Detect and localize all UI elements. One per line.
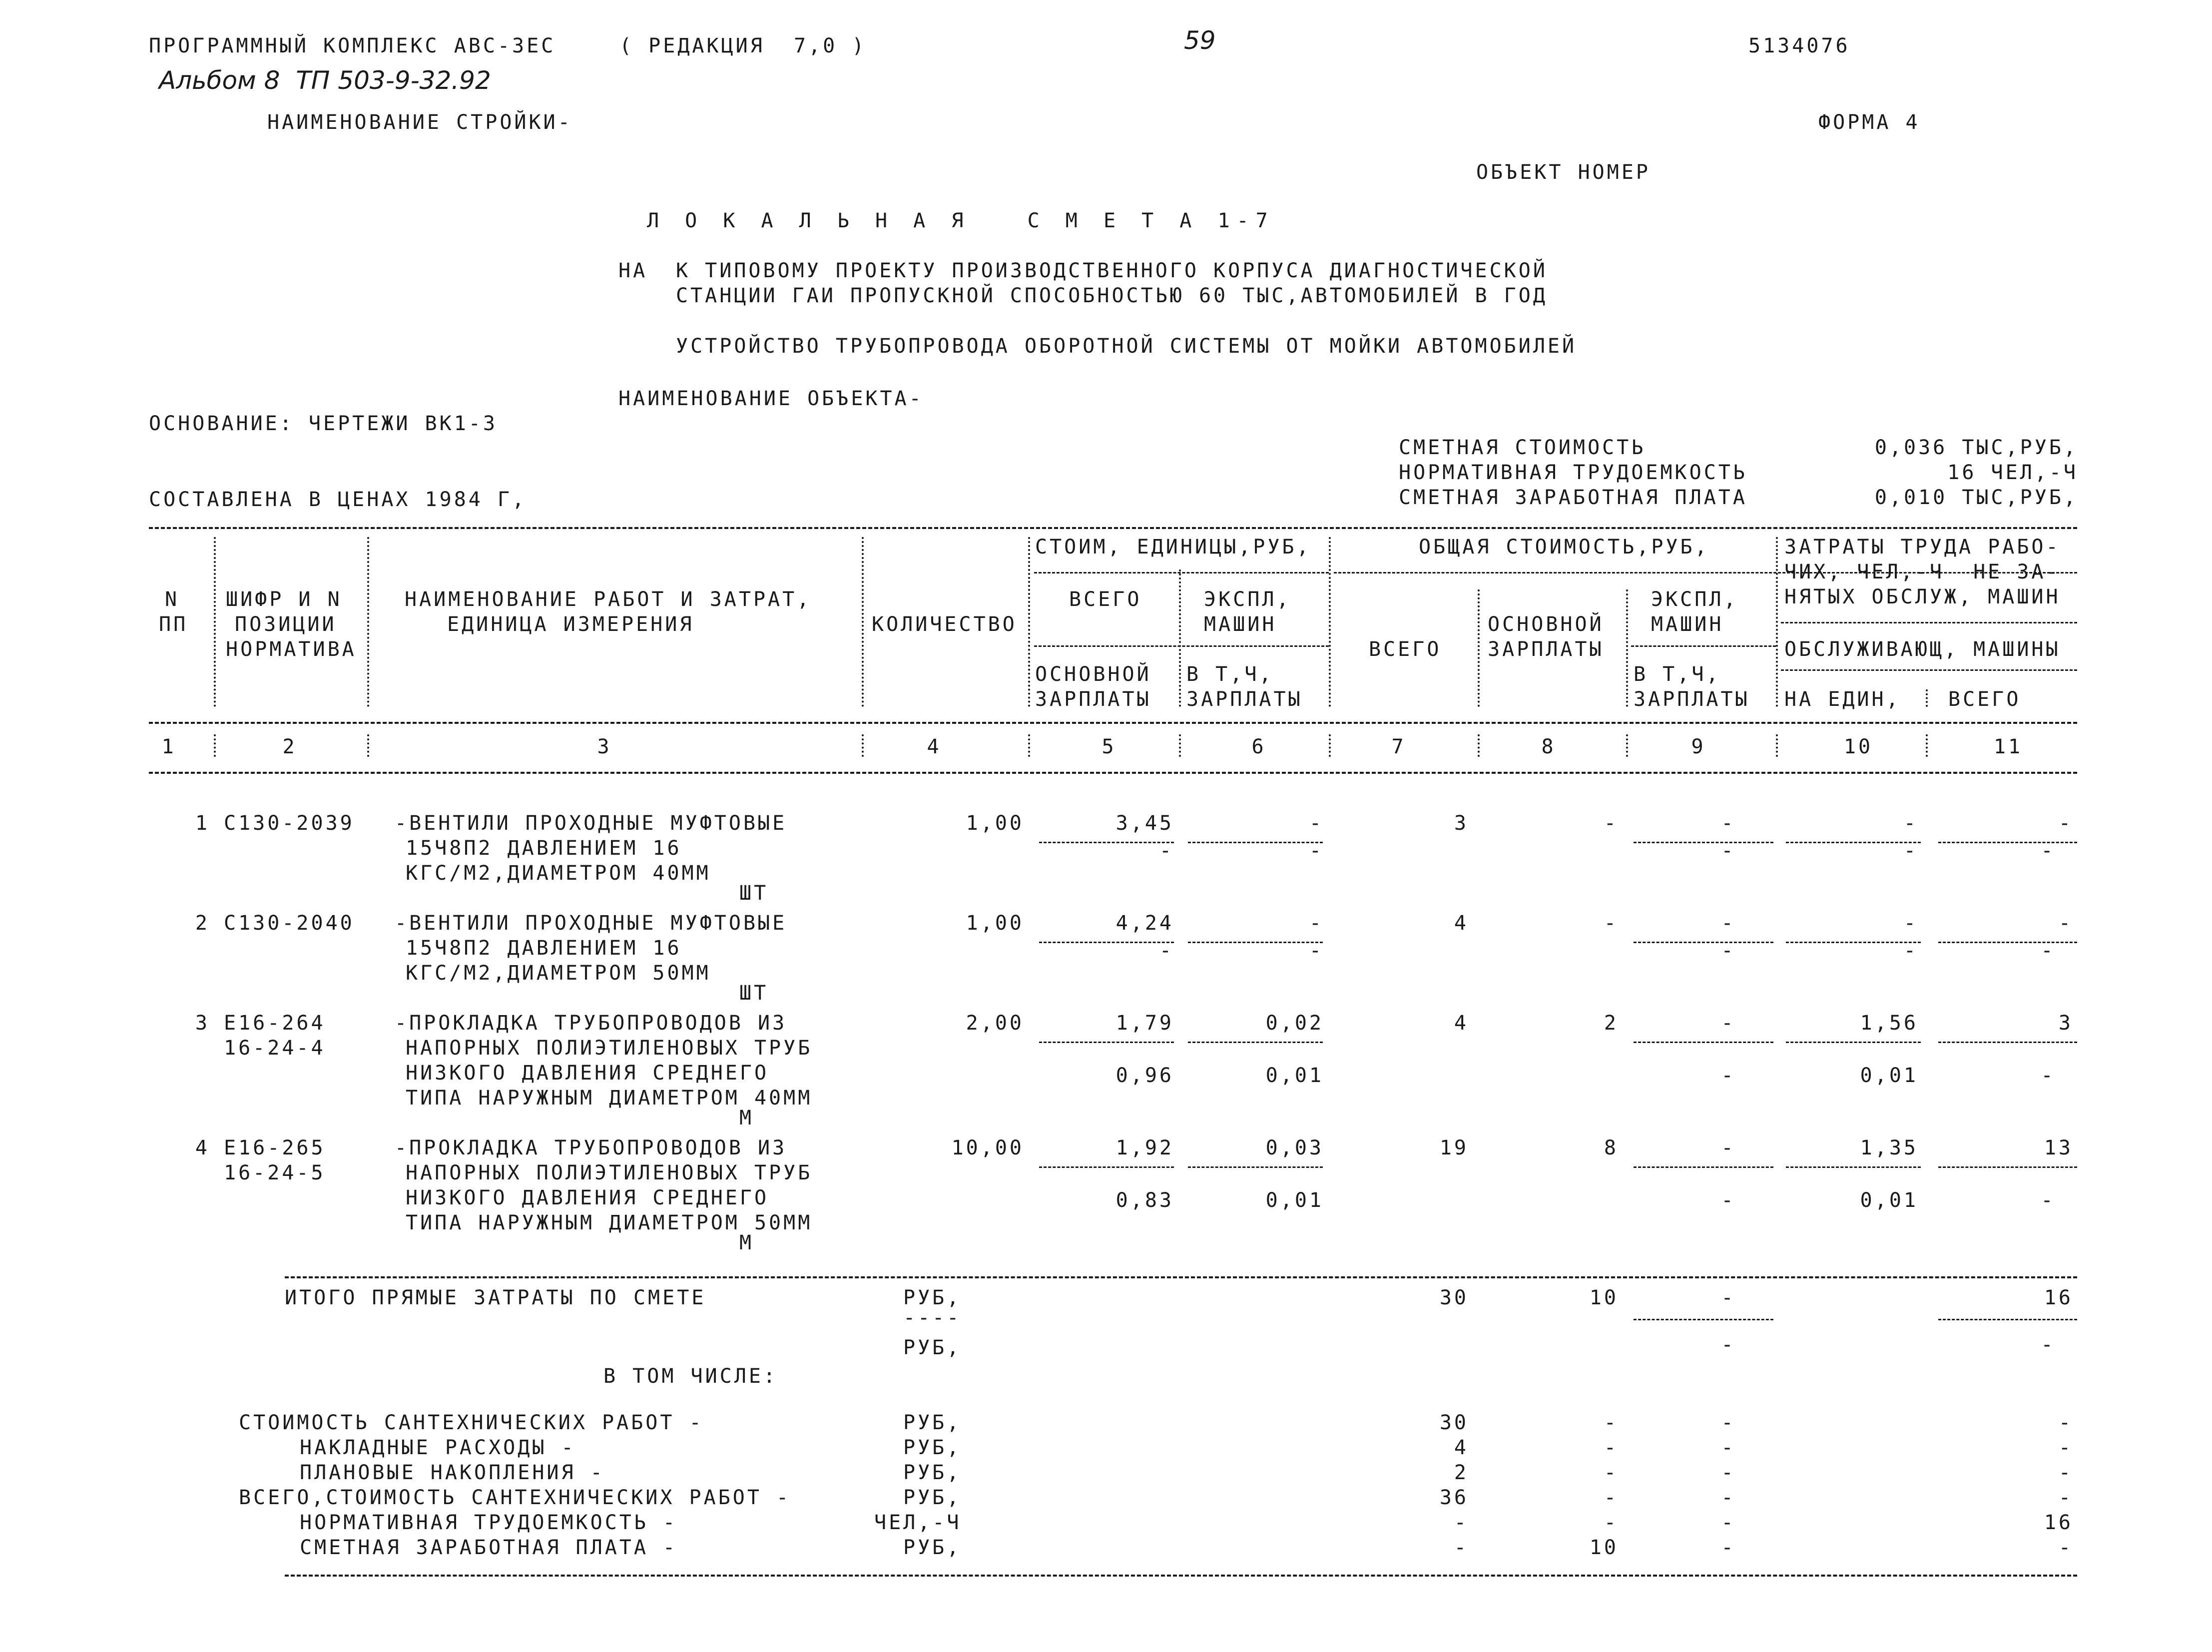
direct-costs-label: ИТОГО ПРЯМЫЕ ЗАТРАТЫ ПО СМЕТЕ [285, 1286, 706, 1309]
header-n: N [165, 588, 180, 611]
col-sep [1926, 734, 1928, 757]
header-total-expl-2: МАШИН [1651, 613, 1724, 636]
row-work-name: КГС/М2,ДИАМЕТРОМ 40ММ [406, 862, 711, 885]
header-name-1: НАИМЕНОВАНИЕ РАБОТ И ЗАТРАТ, [405, 588, 812, 611]
row-work-name: -ПРОКЛАДКА ТРУБОПРОВОДОВ ИЗ [395, 1012, 787, 1035]
row-work-name: 15Ч8П2 ДАВЛЕНИЕМ 16 [406, 837, 682, 860]
row-unit-basic-wage: - [1159, 939, 1174, 962]
row-unit-incl-wage: 0,01 [1265, 1064, 1324, 1087]
row-unit-basic-wage: - [1159, 839, 1174, 862]
row-total-all: 3 [1454, 812, 1469, 835]
col-sep [1626, 589, 1628, 707]
col-number: 5 [1102, 735, 1116, 758]
header-total-expl-1: ЭКСПЛ, [1651, 588, 1738, 611]
row-work-name: НИЗКОГО ДАВЛЕНИЯ СРЕДНЕГО [406, 1186, 769, 1209]
row-labor-total: 13 [2044, 1136, 2073, 1159]
header-labor-1: ЗАТРАТЫ ТРУДА РАБО- [1784, 536, 2061, 558]
work-title: УСТРОЙСТВО ТРУБОПРОВОДА ОБОРОТНОЙ СИСТЕМЫ ОТ МОЙКИ АВТОМОБИЛЕЙ [676, 335, 1577, 358]
direct-expl-subrule [1634, 1319, 1773, 1320]
row-total-basic: - [1604, 912, 1619, 935]
row-subrule [1039, 1042, 1174, 1043]
total-item-basic: 10 [1589, 1536, 1619, 1559]
row-subrule [1786, 1166, 1921, 1168]
document-code: 5134076 [1748, 34, 1850, 57]
total-item-unit: РУБ, [903, 1486, 962, 1509]
header-labor-unit: НА ЕДИН, [1784, 688, 1901, 711]
row-unit-basic-wage: 0,83 [1115, 1189, 1174, 1212]
direct-costs-unit: РУБ, [903, 1286, 962, 1309]
col-sep [1926, 689, 1928, 707]
total-item-unit: РУБ, [903, 1411, 962, 1434]
header-total-cost: ОБЩАЯ СТОИМОСТЬ,РУБ, [1419, 536, 1709, 558]
total-item-unit: РУБ, [903, 1536, 962, 1559]
row-unit-cost-total: 1,92 [1115, 1136, 1174, 1159]
row-total-incl-wage: - [1721, 1189, 1736, 1212]
col-sep [1626, 734, 1628, 757]
row-code: Е16-265 [224, 1136, 326, 1159]
col-sep [367, 537, 369, 707]
total-item-all: - [1454, 1511, 1469, 1534]
col-number: 9 [1691, 735, 1706, 758]
total-item-expl: - [1721, 1511, 1736, 1534]
row-labor-total: - [2058, 912, 2073, 935]
header-labor-3: НЯТЫХ ОБСЛУЖ, МАШИН [1784, 585, 2061, 608]
total-item-all: 30 [1439, 1411, 1469, 1434]
row-work-name: НАПОРНЫХ ПОЛИЭТИЛЕНОВЫХ ТРУБ [406, 1161, 813, 1184]
total-item-label: СТОИМОСТЬ САНТЕХНИЧЕСКИХ РАБОТ - [239, 1411, 704, 1434]
total-item-unit: РУБ, [903, 1436, 962, 1459]
summary-value-cost: 0,036 ТЫС,РУБ, [1874, 436, 2078, 459]
row-unit-basic-wage: 0,96 [1115, 1064, 1174, 1087]
col-sep [1329, 537, 1331, 707]
row-subrule [1039, 1166, 1174, 1168]
row-quantity: 2,00 [966, 1012, 1024, 1035]
summary-label-cost: СМЕТНАЯ СТОИМОСТЬ [1399, 436, 1646, 459]
col-sep [1478, 589, 1480, 707]
row-labor-unit: - [1903, 912, 1918, 935]
direct-costs-unit-dash: ---- [903, 1306, 962, 1329]
total-item-labor: - [2058, 1436, 2073, 1459]
row-subrule [1634, 1166, 1773, 1168]
header-total-all: ВСЕГО [1369, 638, 1442, 661]
row-work-name: ТИПА НАРУЖНЫМ ДИАМЕТРОМ 50ММ [406, 1211, 813, 1234]
row-labor-service-total: - [2041, 939, 2056, 962]
col-sep [862, 537, 864, 707]
col-sep [862, 734, 864, 757]
row-labor-service-total: - [2041, 1064, 2056, 1087]
price-basis: СОСТАВЛЕНА В ЦЕНАХ 1984 Г, [149, 488, 527, 511]
row-unit-cost-expl: 0,02 [1265, 1012, 1324, 1035]
row-subrule [1938, 1166, 2077, 1168]
row-labor-service-unit: 0,01 [1860, 1064, 1918, 1087]
col-sep [367, 734, 369, 757]
row-unit-cost-expl: - [1309, 812, 1324, 835]
row-number: 1 [195, 812, 210, 835]
header-total-basic-2: ЗАРПЛАТЫ [1488, 638, 1604, 661]
row-unit-cost-total: 4,24 [1115, 912, 1174, 935]
direct-costs-unit-2: РУБ, [903, 1336, 962, 1359]
row-unit-incl-wage: - [1309, 939, 1324, 962]
object-name-label: НАИМЕНОВАНИЕ ОБЪЕКТА- [618, 387, 924, 410]
total-item-all: 36 [1439, 1486, 1469, 1509]
row-quantity: 10,00 [951, 1136, 1024, 1159]
header-labor-2: ЧИХ, ЧЕЛ,-Ч НЕ ЗА- [1784, 560, 2061, 583]
header-qty: КОЛИЧЕСТВО [872, 613, 1017, 636]
total-item-all: 4 [1454, 1436, 1469, 1459]
row-total-expl: - [1721, 912, 1736, 935]
header-total-basic-1: ОСНОВНОЙ [1488, 613, 1604, 636]
col-sep [1028, 734, 1030, 757]
row-labor-service-unit: 0,01 [1860, 1189, 1918, 1212]
header-unit-incl-1: В Т,Ч, [1186, 663, 1274, 686]
row-quantity: 1,00 [966, 812, 1024, 835]
unit-cost-subrule-2 [1034, 645, 1329, 647]
header-code-1: ШИФР И N [226, 588, 342, 611]
header-unit-cost: СТОИМ, ЕДИНИЦЫ,РУБ, [1035, 536, 1311, 558]
row-work-name: НАПОРНЫХ ПОЛИЭТИЛЕНОВЫХ ТРУБ [406, 1037, 813, 1060]
col-number: 7 [1391, 735, 1406, 758]
estimate-title: Л О К А Л Ь Н А Я С М Е Т А 1-7 [647, 209, 1275, 232]
col-number: 6 [1251, 735, 1266, 758]
row-unit-incl-wage: - [1309, 839, 1324, 862]
header-total-incl-2: ЗАРПЛАТЫ [1634, 688, 1750, 711]
row-unit: М [739, 1231, 754, 1254]
row-unit: ШТ [739, 882, 769, 905]
col-sep [1776, 734, 1778, 757]
row-labor-unit: 1,56 [1860, 1012, 1918, 1035]
header-labor-service: ОБСЛУЖИВАЮЩ, МАШИНЫ [1784, 638, 2061, 661]
direct-labor-subrule [1938, 1319, 2077, 1320]
row-code: С130-2040 [224, 912, 355, 935]
row-total-basic: 2 [1604, 1012, 1619, 1035]
row-subrule [1938, 1042, 2077, 1043]
row-unit-cost-expl: 0,03 [1265, 1136, 1324, 1159]
subject-line-2: СТАНЦИИ ГАИ ПРОПУСКНОЙ СПОСОБНОСТЬЮ 60 ТЫС,АВТОМОБИЛЕЙ В ГОД [676, 284, 1548, 307]
album-handwritten-note: Альбом 8 ТП 503-9-32.92 [159, 66, 491, 95]
unit-cost-subrule [1034, 572, 1329, 573]
header-pp: ПП [159, 613, 188, 636]
col-sep [1478, 734, 1480, 757]
col-number: 3 [597, 735, 612, 758]
total-item-basic: - [1604, 1511, 1619, 1534]
header-labor-total: ВСЕГО [1948, 688, 2021, 711]
total-item-labor: - [2058, 1536, 2073, 1559]
row-code: 16-24-5 [224, 1161, 326, 1184]
row-code: 16-24-4 [224, 1037, 326, 1060]
row-total-all: 4 [1454, 1012, 1469, 1035]
total-item-label: ВСЕГО,СТОИМОСТЬ САНТЕХНИЧЕСКИХ РАБОТ - [239, 1486, 791, 1509]
row-subrule [1786, 1042, 1921, 1043]
direct-total-labor: 16 [2044, 1286, 2073, 1309]
row-total-basic: 8 [1604, 1136, 1619, 1159]
program-name: ПРОГРАММНЫЙ КОМПЛЕКС АВС-3ЕС [149, 34, 556, 57]
row-total-incl-wage: - [1721, 839, 1736, 862]
row-labor-total: 3 [2058, 1012, 2073, 1035]
row-total-basic: - [1604, 812, 1619, 835]
summary-value-labor: 16 ЧЕЛ,-Ч [1947, 461, 2078, 484]
labor-subrule [1781, 622, 2077, 623]
row-total-incl-wage: - [1721, 939, 1736, 962]
header-unit-expl-2: МАШИН [1204, 613, 1277, 636]
col-sep [1329, 734, 1331, 757]
row-subrule [1634, 1042, 1773, 1043]
direct-total-all: 30 [1439, 1286, 1469, 1309]
col-number: 8 [1541, 735, 1556, 758]
row-total-all: 19 [1439, 1136, 1469, 1159]
including-label: В ТОМ ЧИСЛЕ: [603, 1365, 778, 1388]
header-unit-incl-2: ЗАРПЛАТЫ [1186, 688, 1303, 711]
basis-drawings: ОСНОВАНИЕ: ЧЕРТЕЖИ ВК1-3 [149, 412, 498, 435]
col-sep [1179, 569, 1181, 707]
total-item-all: 2 [1454, 1461, 1469, 1484]
row-labor-service-unit: - [1903, 839, 1918, 862]
total-item-basic: - [1604, 1411, 1619, 1434]
row-number: 2 [195, 912, 210, 935]
header-total-incl-1: В Т,Ч, [1634, 663, 1721, 686]
row-labor-total: - [2058, 812, 2073, 835]
subject-line-1: К ТИПОВОМУ ПРОЕКТУ ПРОИЗВОДСТВЕННОГО КОРПУСА ДИАГНОСТИЧЕСКОЙ [676, 259, 1548, 282]
row-work-name: -ВЕНТИЛИ ПРОХОДНЫЕ МУФТОВЫЕ [395, 912, 787, 935]
total-item-label: НОРМАТИВНАЯ ТРУДОЕМКОСТЬ - [300, 1511, 678, 1534]
col-number: 11 [1993, 735, 2023, 758]
total-item-basic: - [1604, 1486, 1619, 1509]
na-label: НА [618, 259, 648, 282]
object-number-label: ОБЪЕКТ НОМЕР [1476, 161, 1651, 184]
totals-bottom-rule [285, 1575, 2077, 1577]
row-work-name: 15Ч8П2 ДАВЛЕНИЕМ 16 [406, 937, 682, 960]
row-work-name: КГС/М2,ДИАМЕТРОМ 50ММ [406, 962, 711, 985]
header-name-2: ЕДИНИЦА ИЗМЕРЕНИЯ [447, 613, 694, 636]
row-code: С130-2039 [224, 812, 355, 835]
row-subrule [1188, 1042, 1323, 1043]
header-unit-basic-1: ОСНОВНОЙ [1035, 663, 1151, 686]
direct-total-expl: - [1721, 1286, 1736, 1309]
row-total-expl: - [1721, 1136, 1736, 1159]
total-item-label: СМЕТНАЯ ЗАРАБОТНАЯ ПЛАТА - [300, 1536, 678, 1559]
col-sep [214, 734, 216, 757]
total-item-basic: - [1604, 1436, 1619, 1459]
col-number: 1 [161, 735, 176, 758]
row-unit-cost-total: 3,45 [1115, 812, 1174, 835]
col-sep [1179, 734, 1181, 757]
labor-subrule-2 [1781, 669, 2077, 671]
row-work-name: НИЗКОГО ДАВЛЕНИЯ СРЕДНЕГО [406, 1062, 769, 1085]
total-item-label: ПЛАНОВЫЕ НАКОПЛЕНИЯ - [300, 1461, 605, 1484]
row-unit-cost-expl: - [1309, 912, 1324, 935]
row-work-name: -ВЕНТИЛИ ПРОХОДНЫЕ МУФТОВЫЕ [395, 812, 787, 835]
total-item-expl: - [1721, 1436, 1736, 1459]
total-item-expl: - [1721, 1536, 1736, 1559]
total-item-all: - [1454, 1536, 1469, 1559]
construction-label: НАИМЕНОВАНИЕ СТРОЙКИ- [267, 111, 572, 134]
form-number: ФОРМА 4 [1818, 111, 1920, 134]
row-labor-service-unit: - [1903, 939, 1918, 962]
col-number: 4 [927, 735, 942, 758]
expl-subrule [1631, 645, 1776, 647]
header-unit-expl-1: ЭКСПЛ, [1204, 588, 1291, 611]
total-item-label: НАКЛАДНЫЕ РАСХОДЫ - [300, 1436, 576, 1459]
total-item-labor: 16 [2044, 1511, 2073, 1534]
row-labor-unit: - [1903, 812, 1918, 835]
row-labor-unit: 1,35 [1860, 1136, 1918, 1159]
total-item-basic: - [1604, 1461, 1619, 1484]
row-labor-service-total: - [2041, 1189, 2056, 1212]
row-unit-incl-wage: 0,01 [1265, 1189, 1324, 1212]
total-item-expl: - [1721, 1411, 1736, 1434]
total-item-expl: - [1721, 1461, 1736, 1484]
header-unit-total: ВСЕГО [1069, 588, 1142, 611]
totals-top-rule [285, 1276, 2077, 1278]
summary-label-labor: НОРМАТИВНАЯ ТРУДОЕМКОСТЬ [1399, 461, 1747, 484]
row-total-incl-wage: - [1721, 1064, 1736, 1087]
row-subrule [1188, 1166, 1323, 1168]
col-sep [214, 537, 216, 707]
header-mid-rule [149, 722, 2077, 724]
row-work-name: -ПРОКЛАДКА ТРУБОПРОВОДОВ ИЗ [395, 1136, 787, 1159]
page-number: 59 [1184, 26, 1216, 55]
row-number: 3 [195, 1012, 210, 1035]
total-item-labor: - [2058, 1486, 2073, 1509]
col-number: 2 [282, 735, 297, 758]
total-item-unit: ЧЕЛ,-Ч [874, 1511, 962, 1534]
header-code-2: ПОЗИЦИИ [235, 613, 337, 636]
row-work-name: ТИПА НАРУЖНЫМ ДИАМЕТРОМ 40ММ [406, 1087, 813, 1109]
row-code: Е16-264 [224, 1012, 326, 1035]
total-item-labor: - [2058, 1411, 2073, 1434]
row-labor-service-total: - [2041, 839, 2056, 862]
col-sep [1776, 537, 1778, 707]
total-item-expl: - [1721, 1486, 1736, 1509]
col-sep [1028, 537, 1030, 707]
header-unit-basic-2: ЗАРПЛАТЫ [1035, 688, 1151, 711]
total-item-unit: РУБ, [903, 1461, 962, 1484]
row-unit: ШТ [739, 982, 769, 1005]
direct-total-labor-b: - [2041, 1333, 2056, 1356]
total-item-labor: - [2058, 1461, 2073, 1484]
row-unit-cost-total: 1,79 [1115, 1012, 1174, 1035]
row-unit: М [739, 1106, 754, 1129]
direct-total-basic: 10 [1589, 1286, 1619, 1309]
program-edition: ( РЕДАКЦИЯ 7,0 ) [619, 34, 867, 57]
row-quantity: 1,00 [966, 912, 1024, 935]
row-total-expl: - [1721, 812, 1736, 835]
row-total-expl: - [1721, 1012, 1736, 1035]
col-number: 10 [1843, 735, 1873, 758]
summary-value-wages: 0,010 ТЫС,РУБ, [1874, 486, 2078, 509]
header-top-rule [149, 527, 2077, 529]
row-number: 4 [195, 1136, 210, 1159]
row-total-all: 4 [1454, 912, 1469, 935]
direct-total-expl-b: - [1721, 1333, 1736, 1356]
header-bottom-rule [149, 772, 2077, 774]
header-code-3: НОРМАТИВА [226, 638, 357, 661]
summary-label-wages: СМЕТНАЯ ЗАРАБОТНАЯ ПЛАТА [1399, 486, 1747, 509]
